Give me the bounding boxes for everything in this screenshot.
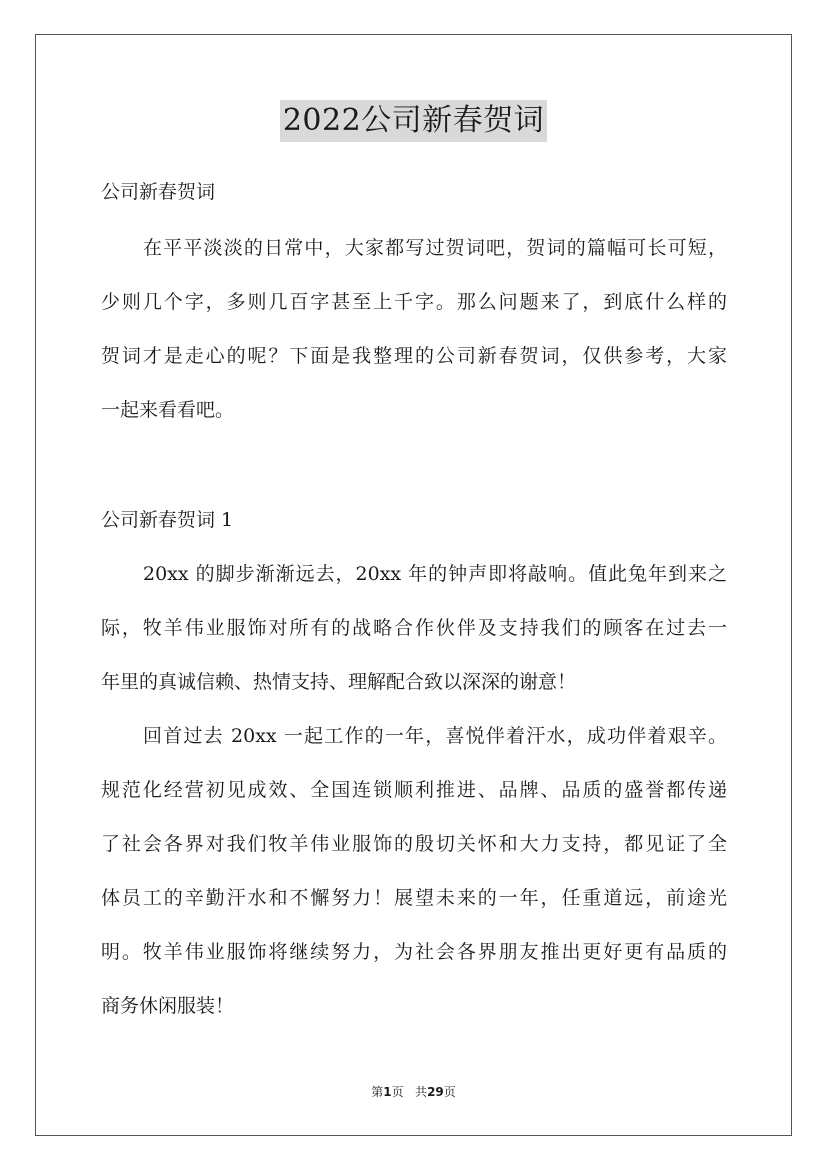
footer-total-pages: 29 [427, 1085, 444, 1099]
intro-line: 少则几个字，多则几百字甚至上千字。那么问题来了，到底什么样的 [101, 291, 727, 313]
intro-line: 一起来看看吧。 [101, 399, 235, 421]
footer-page-prefix: 第 [371, 1085, 384, 1099]
section-heading-1: 公司新春贺词 1 [101, 509, 234, 531]
intro-line: 贺词才是走心的呢？下面是我整理的公司新春贺词，仅供参考，大家 [101, 345, 727, 367]
page-footer [0, 1084, 827, 1100]
footer-page-suffix: 页 [391, 1085, 404, 1099]
title-wrap [0, 100, 827, 142]
paragraph1-line: 20xx 的脚步渐渐远去，20xx 年的钟声即将敲响。值此兔年到来之 [143, 563, 727, 585]
footer-total-prefix: 共 [415, 1085, 428, 1099]
footer-page-number: 1 [383, 1085, 392, 1099]
paragraph2-line: 体员工的辛勤汗水和不懈努力！展望未来的一年，任重道远，前途光 [101, 887, 727, 909]
paragraph2-line: 规范化经营初见成效、全国连锁顺利推进、品牌、品质的盛誉都传递 [101, 779, 727, 801]
paragraph2-line: 明。牧羊伟业服饰将继续努力，为社会各界朋友推出更好更有品质的 [101, 941, 727, 963]
document-title: 2022公司新春贺词 [280, 100, 547, 142]
paragraph2-line: 回首过去 20xx 一起工作的一年，喜悦伴着汗水，成功伴着艰辛。 [143, 725, 727, 747]
intro-line: 在平平淡淡的日常中，大家都写过贺词吧，贺词的篇幅可长可短， [143, 237, 727, 259]
paragraph1-line: 际，牧羊伟业服饰对所有的战略合作伙伴及支持我们的顾客在过去一 [101, 617, 727, 639]
paragraph1-line: 年里的真诚信赖、热情支持、理解配合致以深深的谢意！ [101, 671, 577, 693]
section-heading-intro: 公司新春贺词 [101, 181, 216, 203]
paragraph2-line: 了社会各界对我们牧羊伟业服饰的殷切关怀和大力支持，都见证了全 [101, 833, 727, 855]
paragraph2-line: 商务休闲服装！ [101, 995, 235, 1017]
footer-total-suffix: 页 [443, 1085, 456, 1099]
